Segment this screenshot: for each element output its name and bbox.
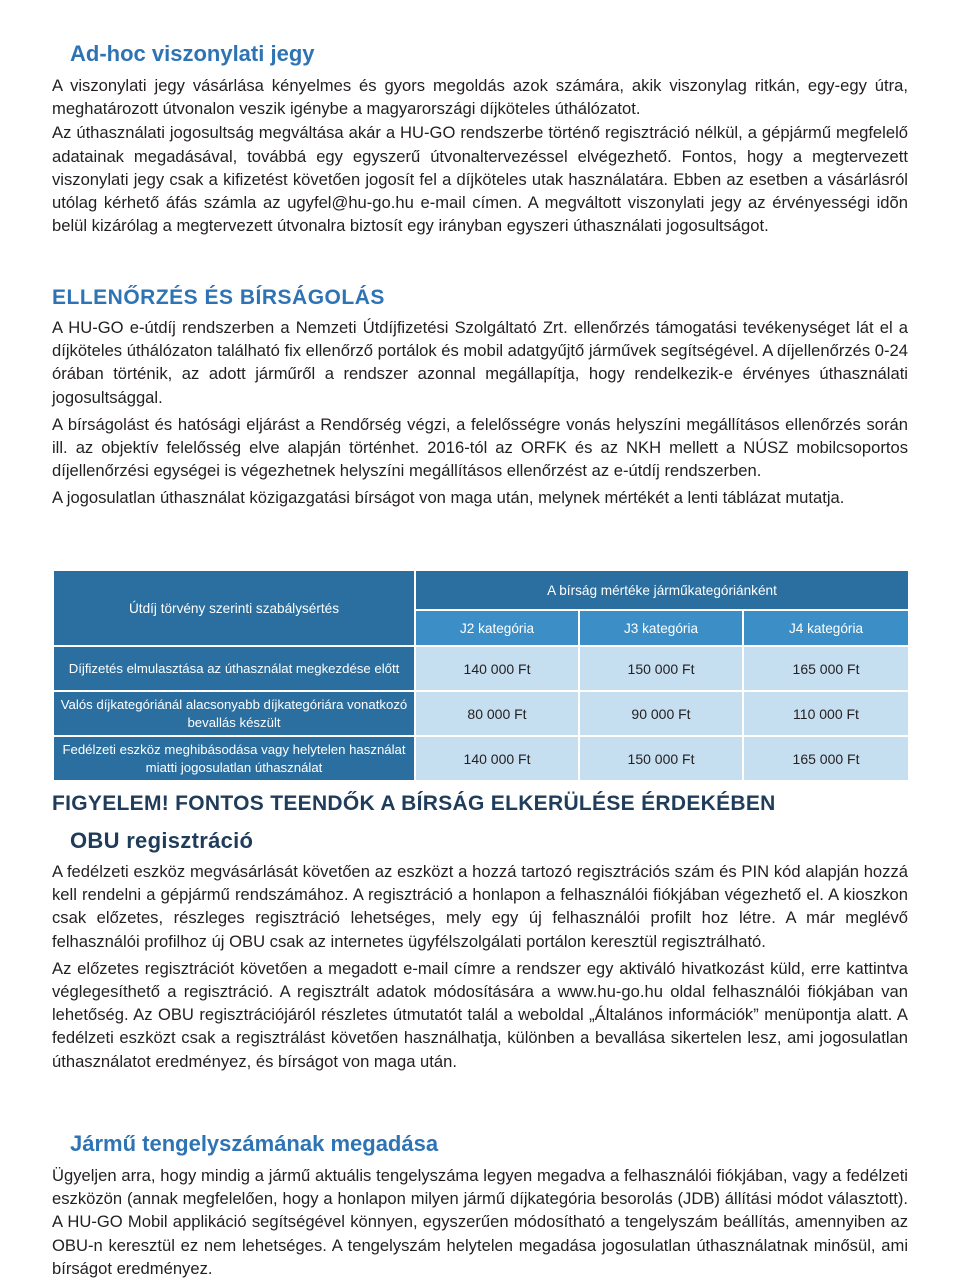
- paragraph: A HU-GO e-útdíj rendszerben a Nemzeti Útdíjfizetési Szolgáltató Zrt. ellenőrzés támogatási tevékenységet lát el a díjköteles úthálózaton található fix ellenőrző portálok és mobil adatgyűjtő járművek segítségével. A díjellenőrzés 0-24 órában történik, az adott járműről a rendszer azonnal megállapítja, hogy rendelkezik-e érvényes úthasználati jogosultsággal.: [52, 318, 909, 407]
- section-control-body: [52, 316, 908, 510]
- section-title-adhoc: Ad-hoc viszonylati jegy: [70, 41, 315, 66]
- fine-value: 140 000 Ft: [415, 646, 579, 691]
- section-adhoc-body: [52, 74, 908, 237]
- fine-value: 90 000 Ft: [579, 691, 743, 736]
- table-header-fine-amount: A bírság mértéke járműkategóriánként: [415, 570, 909, 610]
- table-header-category: J4 kategória: [743, 610, 909, 646]
- fine-value: 140 000 Ft: [415, 736, 579, 781]
- table-header-violation: Útdíj törvény szerinti szabálysértés: [53, 570, 415, 646]
- table-row: [53, 736, 909, 781]
- paragraph: A jogosulatlan úthasználat közigazgatási bírságot von maga után, melynek mértékét a lenti táblázat mutatja.: [52, 488, 845, 508]
- paragraph: A viszonylati jegy vásárlása kényelmes és gyors megoldás azok számára, akik viszonylag ritkán, egy-egy útra, meghatározott útvonalon veszik igénybe a magyarországi díjköteles úthálózatot.: [52, 76, 908, 119]
- paragraph: A fedélzeti eszköz megvásárlását követően az eszközt a hozzá tartozó regisztrációs szám és PIN kód alapján hozzá kell rendelni a gépjármű rendszámához. A regisztráció a honlapon a felhasználói fiókjában végezhető el. A kioszkon csak előzetes, részleges regisztráció lehetséges, mely egy új felhasználói profilt hoz létre. A már meglévő felhasználói profilhoz új OBU csak az internetes ügyfélszolgálati portálon keresztül regisztrálható.: [52, 862, 908, 951]
- section-title-obu: OBU regisztráció: [70, 828, 254, 853]
- section-title-control: ELLENŐRZÉS ÉS BÍRSÁGOLÁS: [52, 286, 385, 309]
- section-title-axles: Jármű tengelyszámának megadása: [70, 1131, 439, 1156]
- table-header-category: J3 kategória: [579, 610, 743, 646]
- fine-value: 150 000 Ft: [579, 646, 743, 691]
- section-axles-body: [52, 1164, 908, 1280]
- fine-value: 150 000 Ft: [579, 736, 743, 781]
- violation-label: Díjfizetés elmulasztása az úthasználat megkezdése előtt: [53, 646, 415, 691]
- fine-value: 165 000 Ft: [743, 736, 909, 781]
- fine-value: 165 000 Ft: [743, 646, 909, 691]
- violation-label: Fedélzeti eszköz meghibásodása vagy helytelen használat miatti jogosulatlan úthasználat: [53, 736, 415, 781]
- paragraph: Az úthasználati jogosultság megváltása akár a HU-GO rendszerbe történő regisztráció nélkül, a gépjármű megfelelő adatainak megadásával, továbbá egy egyszerű útvonaltervezéssel elvégezhető. Fontos, hogy a megtervezett viszonylati jegy csak a kifizetést követően jogosít fel a díjköteles utak használatára. Ebben az esetben a vásárlásról utólag kérhető áfás számla az ugyfel@hu-go.hu e-mail címen. A megváltott viszonylati jegy az érvényességi idõn belül kizárólag a megtervezett útvonalra biztosít egy irányban egyszeri úthasználati jogosultságot.: [52, 123, 908, 236]
- table-row: [53, 691, 909, 736]
- table-row: [53, 646, 909, 691]
- paragraph: Ügyeljen arra, hogy mindig a jármű aktuális tengelyszáma legyen megadva a felhasználói fiókjában, vagy a fedélzeti eszközön (annak megfelelően, hogy a honlapon milyen jármű díjkategória besorolás (JDB) állítási módot választott). A HU-GO Mobil applikáció segítségével könnyen, egyszerűen módosítható a tengelyszám beállítás, amennyiben az OBU-n keresztül ez nem lehetséges. A tengelyszám helytelen megadása jogosulatlan úthasználatnak minősül, ami bírságot eredményez.: [52, 1166, 908, 1278]
- section-title-warning: FIGYELEM! FONTOS TEENDŐK A BÍRSÁG ELKERÜLÉSE ÉRDEKÉBEN: [52, 792, 776, 815]
- fine-value: 80 000 Ft: [415, 691, 579, 736]
- paragraph: A bírságolást és hatósági eljárást a Rendőrség végzi, a felelősségre vonás helyszíni megállításos ellenőrzés során ill. az objektív felelősség elve alapján történhet. 2016-tól az ORFK és az NKH mellett a NÚSZ mobilcsoportos díjellenőrzési egységei is végezhetnek helyszíni megállításos ellenőrzést az e-útdíj rendszerben.: [52, 414, 908, 481]
- fine-value: 110 000 Ft: [743, 691, 909, 736]
- paragraph: Az előzetes regisztrációt követően a megadott e-mail címre a rendszer egy aktiváló hivatkozást küld, erre kattintva véglegesíthető a regisztráció. A regisztrált adatok módosítására a www.hu-go.hu oldal felhasználói fiókjában van lehetőség. Az OBU regisztrációjáról részletes útmutatót talál a weboldal „Általános információk” menüpontja alatt. A fedélzeti eszközt csak a regisztrálást követően használhatja, különben a bevallása sikertelen lesz, ami jogosulatlan úthasználatot eredményez, és bírságot von maga után.: [52, 958, 908, 1071]
- violation-label: Valós díjkategóriánál alacsonyabb díjkategóriára vonatkozó bevallás készült: [53, 691, 415, 736]
- table-header-category: J2 kategória: [415, 610, 579, 646]
- section-obu-body: [52, 860, 908, 1073]
- fine-table: [52, 569, 910, 782]
